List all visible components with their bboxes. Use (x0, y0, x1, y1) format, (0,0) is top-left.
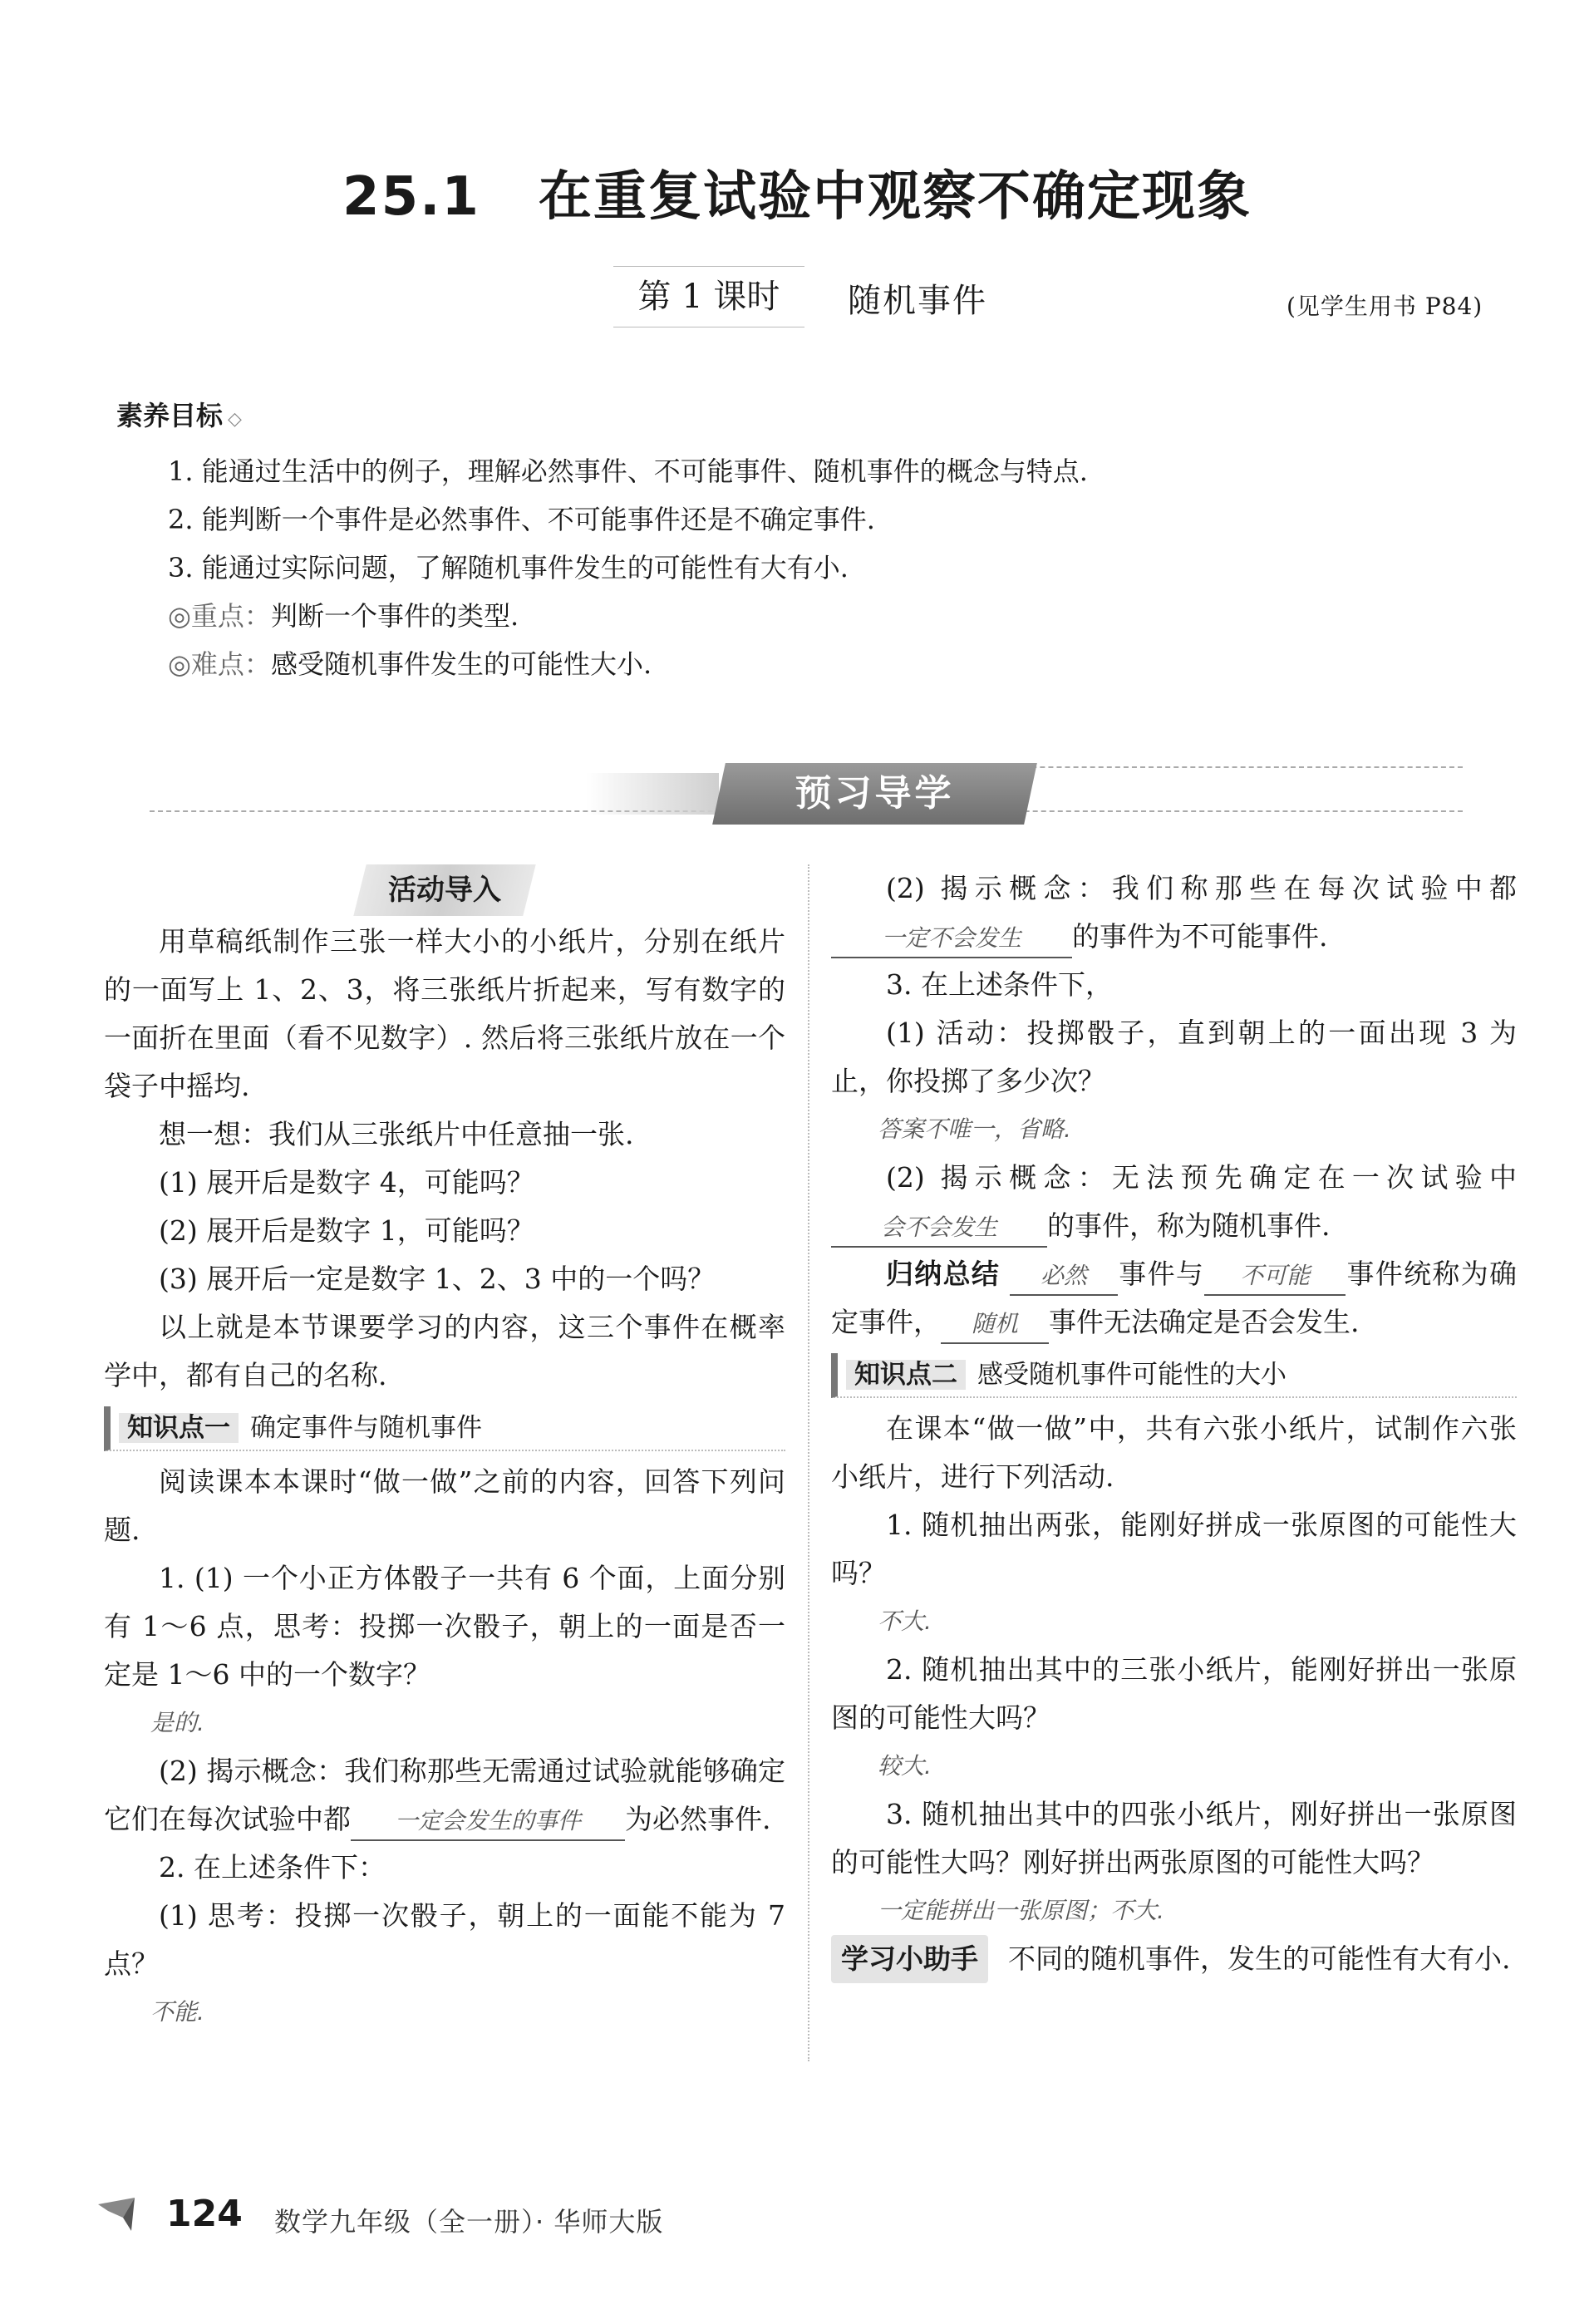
page-number: 124 (166, 2193, 243, 2235)
kp2-tag: 知识点二 (846, 1360, 966, 1390)
right-column (831, 864, 1517, 1983)
summary-blank-2: 不可能 (1204, 1258, 1346, 1296)
lesson-label: 第 1 课时 (613, 266, 804, 327)
goal-key-label: ◎重点： (168, 600, 271, 632)
item-1-2-blank: 一定会发生的事件 (351, 1803, 625, 1841)
goal-item: 1. 能通过生活中的例子，理解必然事件、不可能事件、随机事件的概念与特点. (168, 455, 1088, 487)
question-1: (1) 展开后是数字 4，可能吗？ (159, 1166, 534, 1199)
section-title-text: 在重复试验中观察不确定现象 (538, 166, 1252, 228)
goal-difficulty-label: ◎难点： (168, 648, 271, 680)
section-number: 25.1 (342, 166, 480, 228)
item-3-2 (831, 1154, 1517, 1250)
think-prompt: 想一想：我们从三张纸片中任意抽一张. (159, 1118, 634, 1150)
item-3-question: (1) 活动：投掷骰子，直到朝上的一面出现 3 为止，你投掷了多少次？ (831, 1017, 1517, 1097)
item-1-2-post: 为必然事件. (625, 1803, 771, 1835)
goal-key (168, 592, 1088, 640)
summary-end: 事件无法确定是否会发生. (1049, 1306, 1360, 1338)
summary-mid-1: 事件与 (1118, 1258, 1205, 1290)
reading-instruction: 阅读课本本课时“做一做”之前的内容，回答下列问题. (104, 1465, 785, 1546)
item-3-2-pre: (2) 揭示概念：无法预先确定在一次试验中 (886, 1161, 1517, 1194)
kp1-tag: 知识点一 (119, 1413, 239, 1443)
activity-heading (104, 864, 785, 913)
book-reference: (见学生用书 P84) (1287, 293, 1483, 320)
book-title: 数学九年级（全一册）· 华师大版 (274, 2206, 664, 2238)
activity-1-answer: 不大. (878, 1608, 932, 1635)
study-helper-label: 学习小助手 (831, 1935, 988, 1983)
column-divider (808, 864, 809, 2061)
knowledge-point-1 (104, 1406, 785, 1451)
item-1-question: 1. (1) 一个小正方体骰子一共有 6 个面，上面分别有 1～6 点，思考：投掷一次骰子，朝上的一面是否一定是 1～6 中的一个数字？ (104, 1562, 785, 1691)
goals-heading (116, 395, 242, 433)
item-2-heading: 2. 在上述条件下： (159, 1851, 386, 1883)
item-1-2-pre: (2) 揭示概念：我们称那些无需通过试验就能够确定它们在每次试验中都 (104, 1755, 785, 1835)
goals-heading-text: 素养目标 (116, 400, 224, 431)
activity-3-answer: 一定能拼出一张原图；不大. (878, 1897, 1164, 1924)
kp1-title: 确定事件与随机事件 (250, 1413, 482, 1443)
goal-key-text: 判断一个事件的类型. (270, 600, 519, 632)
summary-label: 归纳总结 (886, 1258, 1001, 1290)
kp2-title: 感受随机事件可能性的大小 (977, 1360, 1287, 1390)
activity-summary: 以上就是本节课要学习的内容，这三个事件在概率学中，都有自己的名称. (104, 1311, 785, 1391)
goal-difficulty-text: 感受随机事件发生的可能性大小. (270, 648, 652, 680)
item-2-2-post: 的事件为不可能事件. (1072, 920, 1328, 953)
lesson-name: 随机事件 (848, 282, 987, 320)
goals-list (168, 447, 1088, 688)
question-3: (3) 展开后一定是数字 1、2、3 中的一个吗？ (159, 1263, 716, 1295)
preview-banner: 预习导学 (795, 772, 955, 815)
knowledge-point-2 (831, 1353, 1517, 1398)
item-3-heading: 3. 在上述条件下， (886, 968, 1113, 1001)
item-2-question: (1) 思考：投掷一次骰子，朝上的一面能不能为 7 点？ (104, 1899, 785, 1980)
activity-heading-text: 活动导入 (388, 874, 501, 907)
activity-2-question: 2. 随机抽出其中的三张小纸片，能刚好拼出一张原图的可能性大吗？ (831, 1653, 1517, 1734)
item-3-2-blank: 会不会发生 (831, 1209, 1047, 1248)
activity-intro: 用草稿纸制作三张一样大小的小纸片，分别在纸片的一面写上 1、2、3，将三张纸片折起来，写有数字的一面折在里面（看不见数字）. 然后将三张纸片放在一个袋子中摇均. (104, 925, 785, 1102)
goal-item: 2. 能判断一个事件是必然事件、不可能事件还是不确定事件. (168, 504, 875, 535)
activity-2-answer: 较大. (878, 1752, 932, 1780)
question-2: (2) 展开后是数字 1，可能吗？ (159, 1214, 534, 1247)
item-2-2-blank: 一定不会发生 (831, 920, 1072, 958)
goal-item: 3. 能通过实际问题，了解随机事件发生的可能性有大有小. (168, 552, 849, 583)
kp2-intro: 在课本“做一做”中，共有六张小纸片，试制作六张小纸片，进行下列活动. (831, 1412, 1517, 1493)
item-2-answer: 不能. (150, 1998, 204, 2026)
summary-blank-1: 必然 (1010, 1258, 1118, 1296)
study-helper-text: 不同的随机事件，发生的可能性有大有小. (1008, 1942, 1511, 1975)
activity-3-question: 3. 随机抽出其中的四张小纸片，刚好拼出一张原图的可能性大吗？刚好拼出两张原图的可能性大吗？ (831, 1798, 1517, 1878)
summary-mid-2: 事件统称为确定事件， (831, 1258, 1518, 1338)
summary-paragraph (831, 1250, 1517, 1347)
activity-1-question: 1. 随机抽出两张，能刚好拼成一张原图的可能性大吗？ (831, 1509, 1517, 1589)
goal-difficulty (168, 640, 1088, 688)
item-1-2 (104, 1747, 785, 1844)
left-column (104, 864, 785, 2036)
summary-blank-3: 随机 (941, 1306, 1049, 1344)
item-2-2-pre: (2) 揭示概念：我们称那些在每次试验中都 (886, 872, 1517, 904)
item-2-2 (831, 864, 1517, 961)
study-helper (831, 1935, 1517, 1983)
diamond-icon: ◇ (228, 409, 242, 430)
pencil-icon (98, 2194, 148, 2236)
section-title (0, 154, 1594, 230)
item-3-2-post: 的事件，称为随机事件. (1047, 1209, 1331, 1242)
banner-fade (586, 773, 719, 815)
item-3-answer: 答案不唯一，省略. (878, 1115, 1071, 1143)
item-1-answer: 是的. (150, 1709, 204, 1736)
